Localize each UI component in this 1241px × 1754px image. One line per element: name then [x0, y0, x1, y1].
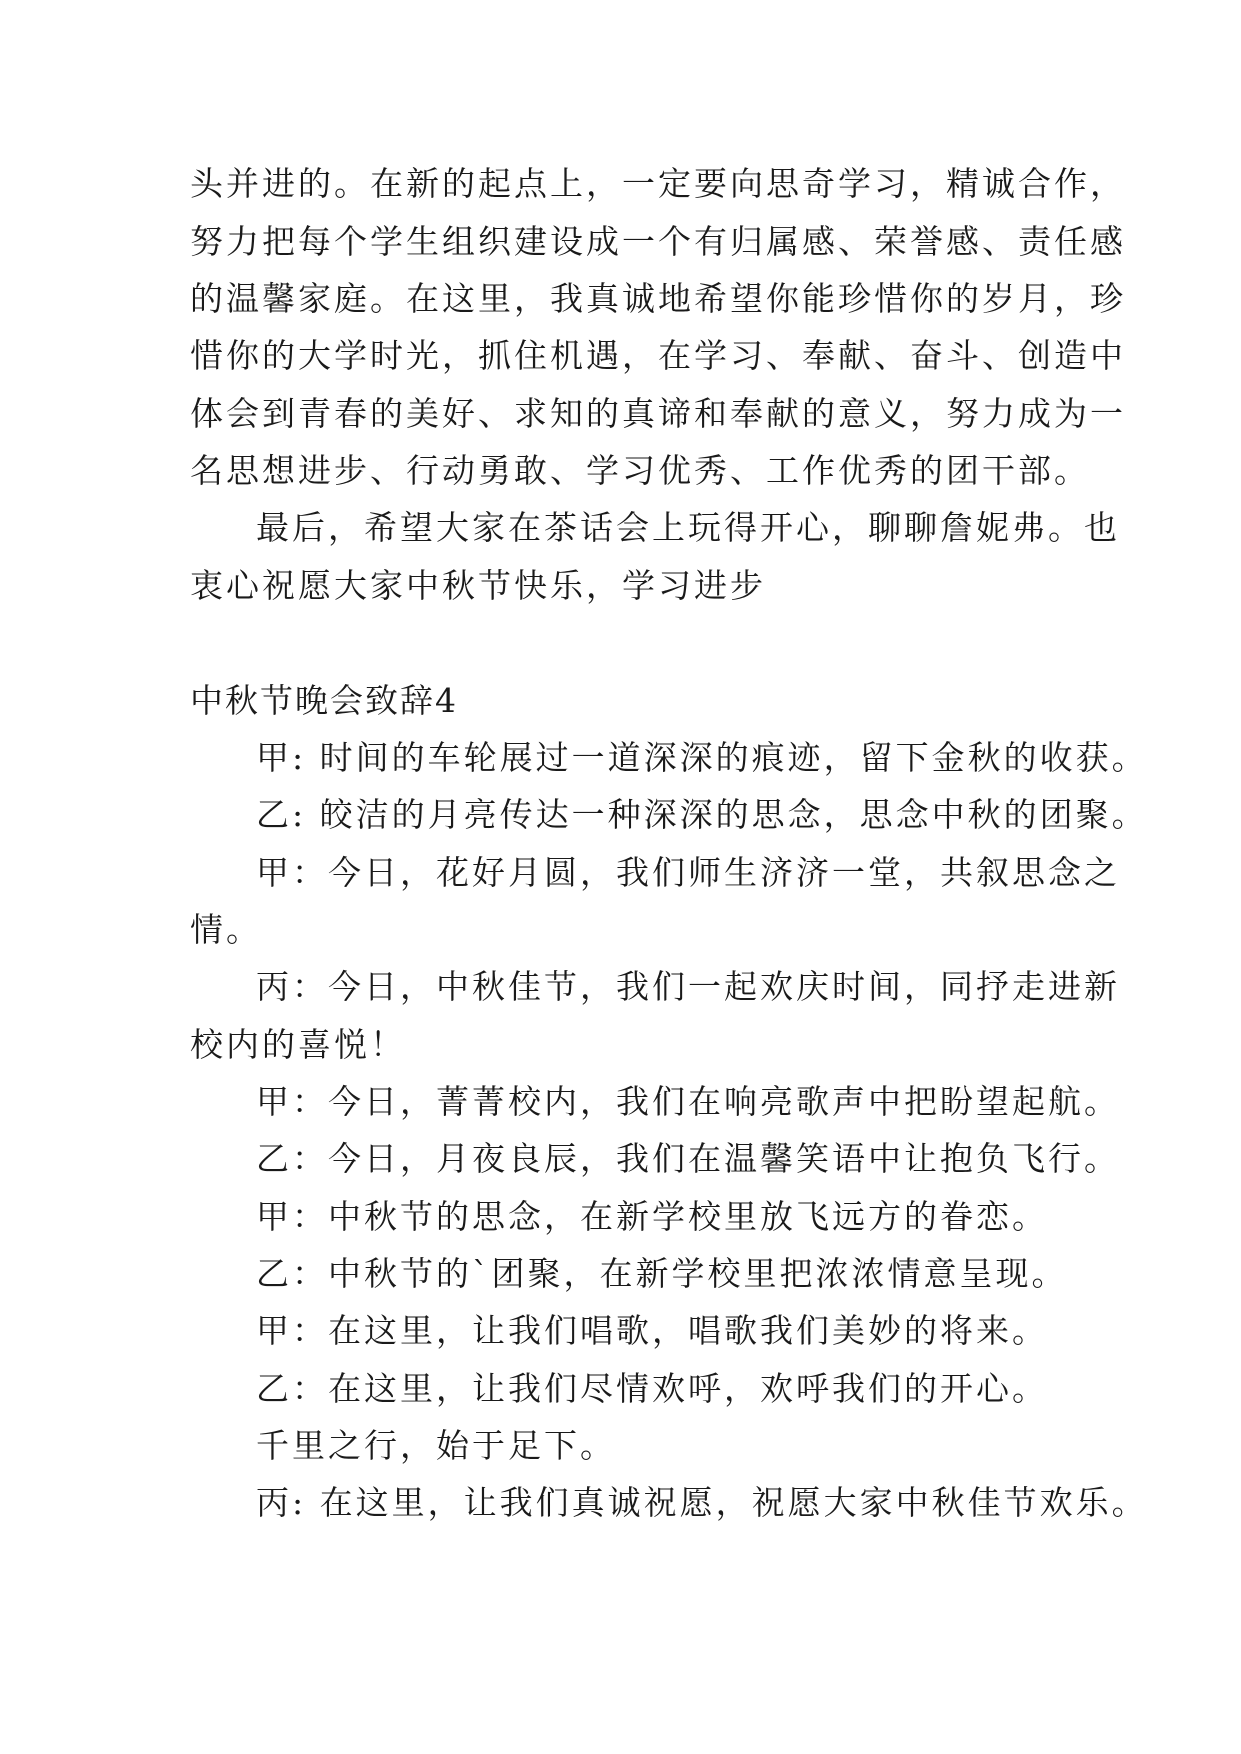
paragraph-line: 惜你的大学时光，抓住机遇，在学习、奉献、奋斗、创造中 [190, 336, 1126, 375]
dialogue-line: 甲：在这里，让我们唱歌，唱歌我们美妙的将来。 [256, 1311, 1048, 1350]
dialogue-line: 乙：在这里，让我们尽情欢呼，欢呼我们的开心。 [256, 1369, 1048, 1408]
dialogue-line: 乙：中秋节的`团聚，在新学校里把浓浓情意呈现。 [256, 1254, 1068, 1293]
dialogue-line: 甲：今日，花好月圆，我们师生济济一堂，共叙思念之 [256, 853, 1120, 892]
dialogue-line: 乙：今日，月夜良辰，我们在温馨笑语中让抱负飞行。 [256, 1139, 1120, 1178]
dialogue-line: 校内的喜悦！ [190, 1025, 406, 1064]
paragraph-line: 努力把每个学生组织建设成一个有归属感、荣誉感、责任感 [190, 222, 1126, 261]
paragraph-line: 体会到青春的美好、求知的真谛和奉献的意义，努力成为一 [190, 394, 1126, 433]
dialogue-line: 甲: 时间的车轮展过一道深深的痕迹，留下金秋的收获。 [256, 738, 1148, 777]
paragraph-line: 头并进的。在新的起点上，一定要向思奇学习，精诚合作， [190, 164, 1126, 203]
dialogue-line: 甲：今日，菁菁校内，我们在响亮歌声中把盼望起航。 [256, 1082, 1120, 1121]
dialogue-line: 千里之行，始于足下。 [256, 1426, 616, 1465]
dialogue-line: 情。 [190, 910, 262, 949]
dialogue-line: 丙: 在这里，让我们真诚祝愿，祝愿大家中秋佳节欢乐。 [256, 1483, 1148, 1522]
dialogue-line: 丙：今日，中秋佳节，我们一起欢庆时间，同抒走进新 [256, 967, 1120, 1006]
dialogue-line: 乙: 皎洁的月亮传达一种深深的思念，思念中秋的团聚。 [256, 795, 1148, 834]
paragraph-line: 名思想进步、行动勇敢、学习优秀、工作优秀的团干部。 [190, 451, 1090, 490]
paragraph-line: 最后，希望大家在茶话会上玩得开心，聊聊詹妮弗。也 [256, 508, 1120, 547]
dialogue-line: 甲：中秋节的思念，在新学校里放飞远方的眷恋。 [256, 1197, 1048, 1236]
section-title: 中秋节晚会致辞4 [190, 681, 458, 720]
paragraph-line: 的温馨家庭。在这里，我真诚地希望你能珍惜你的岁月，珍 [190, 279, 1126, 318]
paragraph-line: 衷心祝愿大家中秋节快乐，学习进步 [190, 566, 766, 605]
